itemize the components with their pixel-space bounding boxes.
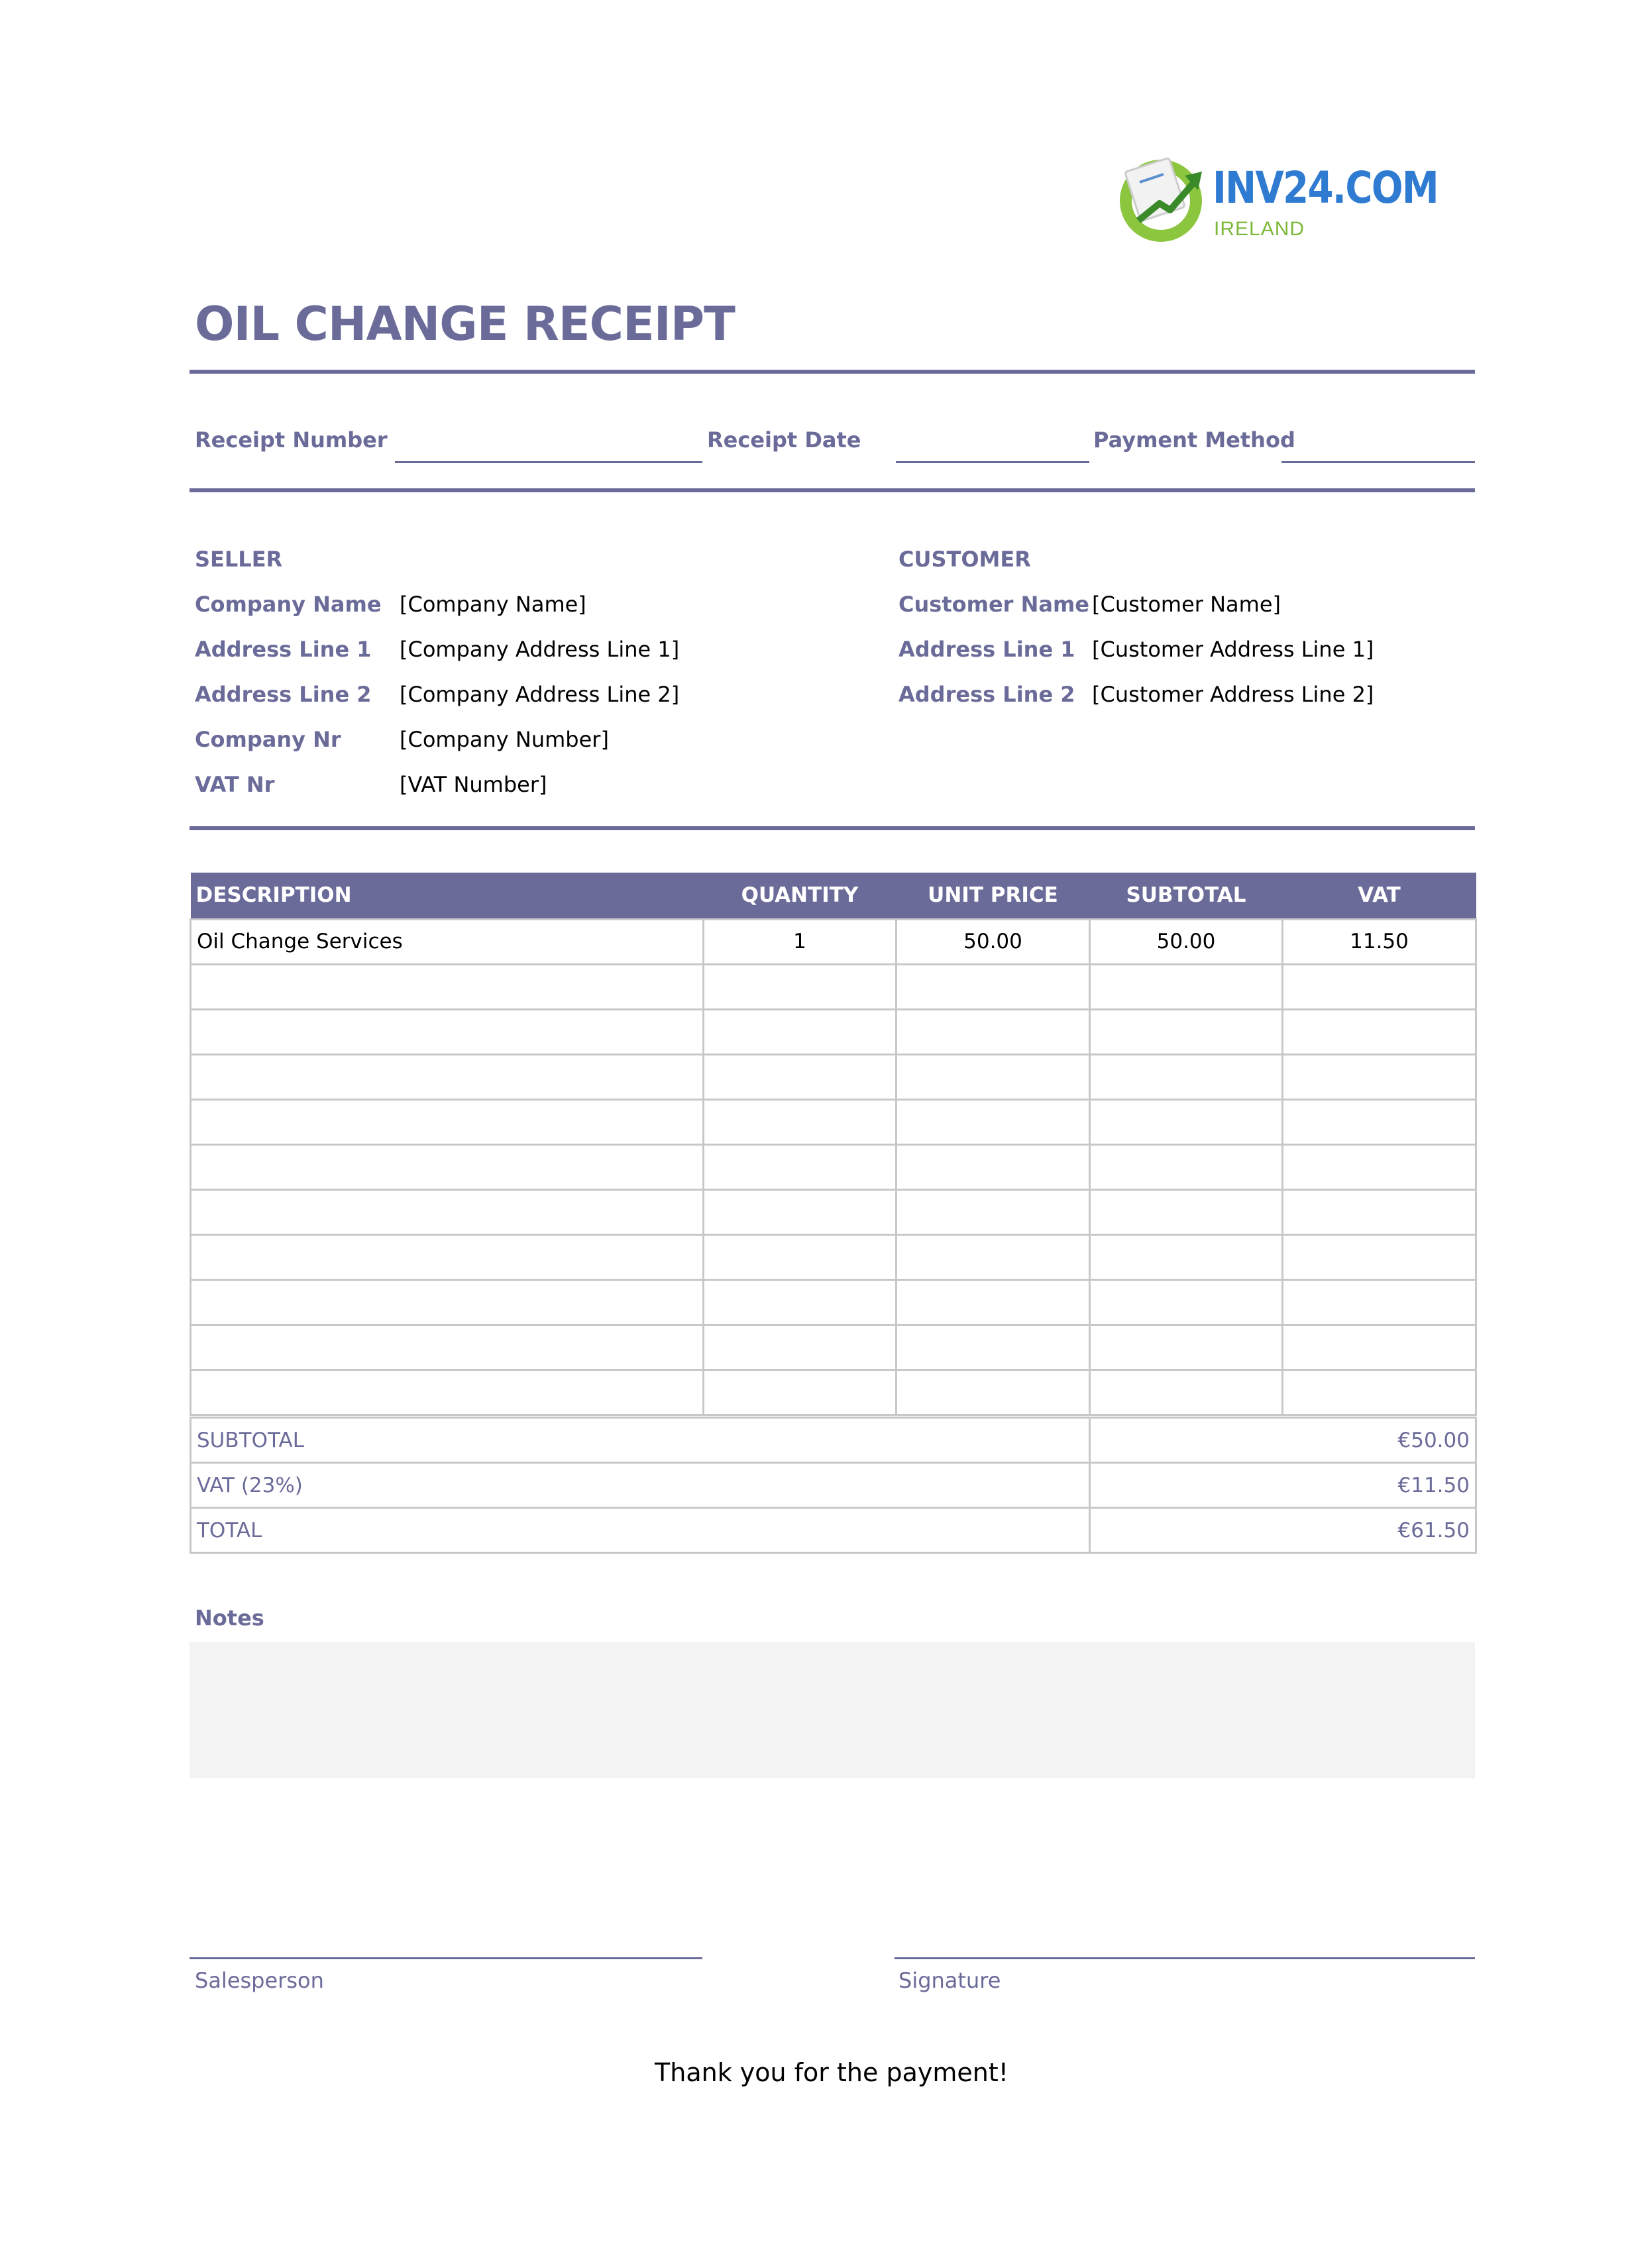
col-subtotal-header: SUBTOTAL bbox=[1090, 873, 1283, 919]
seller-vat-nr-value: [VAT Number] bbox=[400, 772, 547, 797]
cell-vat bbox=[1283, 1009, 1476, 1054]
signature-label: Signature bbox=[898, 1968, 1001, 1993]
signature-line[interactable] bbox=[895, 1957, 1475, 1959]
cell-vat bbox=[1283, 1324, 1476, 1370]
payment-method-field[interactable] bbox=[1281, 461, 1475, 463]
logo-country-text: IRELAND bbox=[1214, 218, 1305, 240]
table-row bbox=[191, 964, 1476, 1009]
seller-company-nr-value: [Company Number] bbox=[400, 727, 609, 752]
table-row bbox=[191, 1144, 1476, 1189]
col-description-header: DESCRIPTION bbox=[191, 873, 704, 919]
cell-subtotal bbox=[1090, 1370, 1283, 1415]
customer-name-value: [Customer Name] bbox=[1092, 592, 1281, 617]
customer-heading: CUSTOMER bbox=[898, 547, 1031, 572]
cell-unit-price bbox=[896, 1324, 1090, 1370]
notes-label: Notes bbox=[195, 1605, 264, 1631]
cell-description bbox=[191, 1279, 704, 1324]
receipt-number-label: Receipt Number bbox=[195, 427, 388, 453]
line-items-table bbox=[190, 873, 1477, 1416]
cell-vat: 11.50 bbox=[1283, 919, 1476, 964]
total-label: TOTAL bbox=[191, 1508, 1090, 1553]
cell-description bbox=[191, 1054, 704, 1099]
cell-subtotal bbox=[1090, 1279, 1283, 1324]
table-row bbox=[191, 1370, 1476, 1415]
seller-company-name-label: Company Name bbox=[195, 592, 382, 617]
table-row bbox=[191, 1054, 1476, 1099]
col-quantity-header: QUANTITY bbox=[704, 873, 896, 919]
thank-you-message: Thank you for the payment! bbox=[655, 2058, 1008, 2087]
cell-vat bbox=[1283, 1144, 1476, 1189]
table-row bbox=[191, 1234, 1476, 1279]
subtotal-row bbox=[191, 1418, 1476, 1463]
seller-address1-label: Address Line 1 bbox=[195, 637, 372, 662]
totals-table bbox=[190, 1417, 1477, 1554]
cell-vat bbox=[1283, 1189, 1476, 1234]
cell-unit-price bbox=[896, 1234, 1090, 1279]
cell-unit-price bbox=[896, 1144, 1090, 1189]
cell-description bbox=[191, 1189, 704, 1234]
col-unit-price-header: UNIT PRICE bbox=[896, 873, 1090, 919]
company-logo bbox=[1113, 149, 1439, 255]
seller-vat-nr-label: VAT Nr bbox=[195, 772, 275, 797]
seller-company-nr-label: Company Nr bbox=[195, 727, 341, 752]
seller-address1-value: [Company Address Line 1] bbox=[400, 637, 680, 662]
header-divider bbox=[190, 488, 1475, 492]
seller-address2-value: [Company Address Line 2] bbox=[400, 682, 680, 707]
cell-vat bbox=[1283, 1054, 1476, 1099]
total-row bbox=[191, 1508, 1476, 1553]
cell-quantity bbox=[704, 1144, 896, 1189]
cell-quantity bbox=[704, 964, 896, 1009]
seller-company-name-value: [Company Name] bbox=[400, 592, 586, 617]
vat-label: VAT (23%) bbox=[191, 1463, 1090, 1508]
logo-brand-text: INV24.COM bbox=[1213, 162, 1439, 213]
customer-address2-value: [Customer Address Line 2] bbox=[1092, 682, 1374, 707]
customer-address1-value: [Customer Address Line 1] bbox=[1092, 637, 1374, 662]
logo-emblem-icon bbox=[1113, 149, 1213, 248]
cell-unit-price bbox=[896, 964, 1090, 1009]
notes-area[interactable] bbox=[190, 1642, 1475, 1778]
cell-vat bbox=[1283, 1370, 1476, 1415]
cell-vat bbox=[1283, 1234, 1476, 1279]
cell-description bbox=[191, 1234, 704, 1279]
cell-description: Oil Change Services bbox=[191, 919, 704, 964]
seller-address2-label: Address Line 2 bbox=[195, 682, 372, 707]
vat-row bbox=[191, 1463, 1476, 1508]
page-title: OIL CHANGE RECEIPT bbox=[195, 297, 735, 351]
cell-unit-price bbox=[896, 1370, 1090, 1415]
table-row bbox=[191, 1099, 1476, 1144]
cell-vat bbox=[1283, 1099, 1476, 1144]
cell-subtotal bbox=[1090, 1009, 1283, 1054]
customer-address2-label: Address Line 2 bbox=[898, 682, 1075, 707]
cell-unit-price bbox=[896, 1054, 1090, 1099]
total-amount: €61.50 bbox=[1090, 1508, 1476, 1553]
cell-subtotal bbox=[1090, 964, 1283, 1009]
cell-unit-price: 50.00 bbox=[896, 919, 1090, 964]
salesperson-line[interactable] bbox=[190, 1957, 702, 1959]
receipt-date-field[interactable] bbox=[896, 461, 1089, 463]
salesperson-label: Salesperson bbox=[195, 1968, 324, 1993]
cell-unit-price bbox=[896, 1009, 1090, 1054]
title-divider bbox=[190, 370, 1475, 374]
cell-description bbox=[191, 1370, 704, 1415]
cell-description bbox=[191, 1144, 704, 1189]
table-row bbox=[191, 1009, 1476, 1054]
table-row bbox=[191, 1324, 1476, 1370]
table-header-row bbox=[191, 873, 1476, 919]
cell-quantity bbox=[704, 1279, 896, 1324]
customer-address1-label: Address Line 1 bbox=[898, 637, 1075, 662]
cell-subtotal bbox=[1090, 1144, 1283, 1189]
cell-description bbox=[191, 1324, 704, 1370]
subtotal-label: SUBTOTAL bbox=[191, 1418, 1090, 1463]
table-row bbox=[191, 1279, 1476, 1324]
cell-description bbox=[191, 1009, 704, 1054]
cell-subtotal: 50.00 bbox=[1090, 919, 1283, 964]
receipt-number-field[interactable] bbox=[395, 461, 702, 463]
cell-subtotal bbox=[1090, 1189, 1283, 1234]
cell-quantity bbox=[704, 1054, 896, 1099]
party-divider bbox=[190, 826, 1475, 830]
table-row bbox=[191, 1189, 1476, 1234]
cell-subtotal bbox=[1090, 1054, 1283, 1099]
cell-subtotal bbox=[1090, 1099, 1283, 1144]
payment-method-label: Payment Method bbox=[1093, 427, 1295, 453]
cell-quantity: 1 bbox=[704, 919, 896, 964]
cell-quantity bbox=[704, 1189, 896, 1234]
table-row bbox=[191, 919, 1476, 964]
cell-quantity bbox=[704, 1324, 896, 1370]
cell-quantity bbox=[704, 1234, 896, 1279]
cell-quantity bbox=[704, 1370, 896, 1415]
cell-unit-price bbox=[896, 1099, 1090, 1144]
cell-vat bbox=[1283, 964, 1476, 1009]
cell-subtotal bbox=[1090, 1324, 1283, 1370]
seller-heading: SELLER bbox=[195, 547, 283, 572]
receipt-date-label: Receipt Date bbox=[707, 427, 861, 453]
cell-quantity bbox=[704, 1099, 896, 1144]
cell-subtotal bbox=[1090, 1234, 1283, 1279]
cell-vat bbox=[1283, 1279, 1476, 1324]
customer-name-label: Customer Name bbox=[898, 592, 1089, 617]
cell-quantity bbox=[704, 1009, 896, 1054]
cell-description bbox=[191, 964, 704, 1009]
cell-unit-price bbox=[896, 1279, 1090, 1324]
cell-unit-price bbox=[896, 1189, 1090, 1234]
vat-amount: €11.50 bbox=[1090, 1463, 1476, 1508]
subtotal-amount: €50.00 bbox=[1090, 1418, 1476, 1463]
col-vat-header: VAT bbox=[1283, 873, 1476, 919]
cell-description bbox=[191, 1099, 704, 1144]
